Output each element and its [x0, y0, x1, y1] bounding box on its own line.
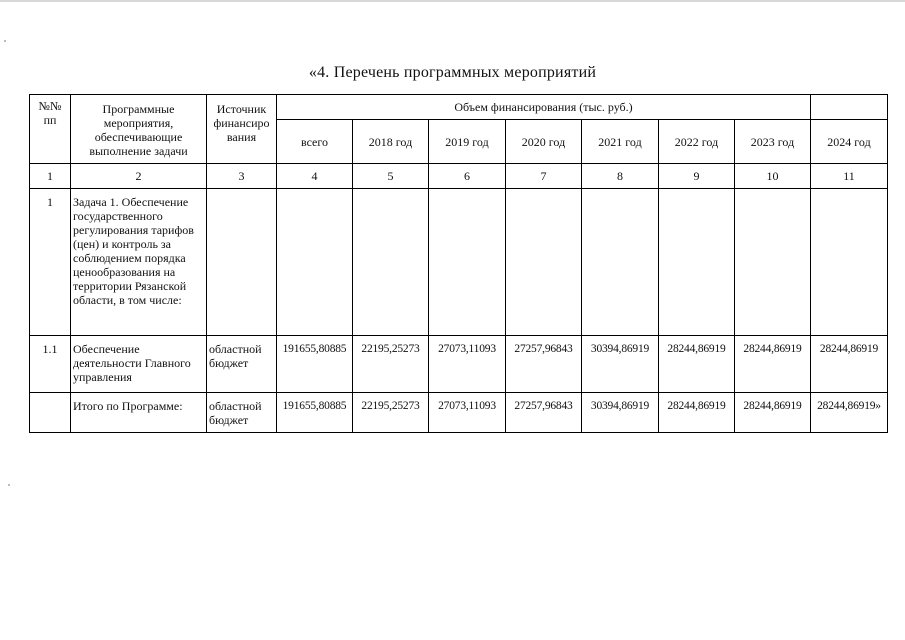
scan-top-edge: [0, 0, 905, 2]
header-year: 2022 год: [659, 120, 735, 164]
row-value: [582, 189, 659, 336]
header-year: 2023 год: [735, 120, 811, 164]
header-measures: Программные мероприятия, обеспечивающие выполнение задачи: [71, 95, 207, 164]
row-measure: Обеспечение деятельности Главного управления: [71, 336, 207, 393]
row-value: [811, 189, 888, 336]
header-year: 2019 год: [429, 120, 506, 164]
index-cell: 9: [659, 164, 735, 189]
scan-speck: [4, 40, 6, 42]
row-value: 28244,86919: [811, 336, 888, 393]
total-value: 27257,96843: [506, 393, 582, 433]
index-cell: 6: [429, 164, 506, 189]
table-row: [30, 189, 888, 336]
index-row: [30, 164, 888, 189]
index-cell: 2: [71, 164, 207, 189]
header-year: всего: [277, 120, 353, 164]
row-value: 191655,80885: [277, 336, 353, 393]
header-year: 2021 год: [582, 120, 659, 164]
row-value: [277, 189, 353, 336]
total-value: 28244,86919: [735, 393, 811, 433]
row-number: 1: [30, 189, 71, 336]
row-source: [207, 189, 277, 336]
row-value: [506, 189, 582, 336]
header-source: Источник финансиро вания: [207, 95, 277, 164]
row-source: областной бюджет: [207, 336, 277, 393]
row-value: 28244,86919: [735, 336, 811, 393]
scan-speck: [8, 484, 10, 486]
measures-table: [29, 94, 888, 433]
page-title: «4. Перечень программных мероприятий: [308, 64, 597, 81]
index-cell: 4: [277, 164, 353, 189]
row-measure: Задача 1. Обеспечение государственного регулирования тарифов (цен) и контроль за соблюдением порядка ценообразования на территории Рязанской области, в том числе:: [71, 189, 207, 336]
row-value: [429, 189, 506, 336]
row-value: 27073,11093: [429, 336, 506, 393]
index-cell: 3: [207, 164, 277, 189]
total-value: 22195,25273: [353, 393, 429, 433]
row-number: 1.1: [30, 336, 71, 393]
total-value: 28244,86919: [659, 393, 735, 433]
header-empty-cell: [811, 95, 888, 120]
total-value: 30394,86919: [582, 393, 659, 433]
index-cell: 8: [582, 164, 659, 189]
row-number: [30, 393, 71, 433]
row-value: 22195,25273: [353, 336, 429, 393]
total-row: [30, 393, 888, 433]
row-value: 30394,86919: [582, 336, 659, 393]
header-row: [30, 95, 888, 120]
index-cell: 5: [353, 164, 429, 189]
total-value: 27073,11093: [429, 393, 506, 433]
row-source: областной бюджет: [207, 393, 277, 433]
header-year: 2024 год: [811, 120, 888, 164]
row-value: [659, 189, 735, 336]
header-funding-group: Объем финансирования (тыс. руб.): [277, 95, 811, 120]
total-label: Итого по Программе:: [71, 393, 207, 433]
index-cell: 7: [506, 164, 582, 189]
header-year: 2020 год: [506, 120, 582, 164]
row-value: 27257,96843: [506, 336, 582, 393]
total-value: 28244,86919»: [811, 393, 888, 433]
row-value: [353, 189, 429, 336]
index-cell: 10: [735, 164, 811, 189]
total-value: 191655,80885: [277, 393, 353, 433]
row-value: 28244,86919: [659, 336, 735, 393]
row-value: [735, 189, 811, 336]
index-cell: 11: [811, 164, 888, 189]
header-year: 2018 год: [353, 120, 429, 164]
index-cell: 1: [30, 164, 71, 189]
header-number: №№ пп: [30, 95, 71, 164]
table-row: [30, 336, 888, 393]
